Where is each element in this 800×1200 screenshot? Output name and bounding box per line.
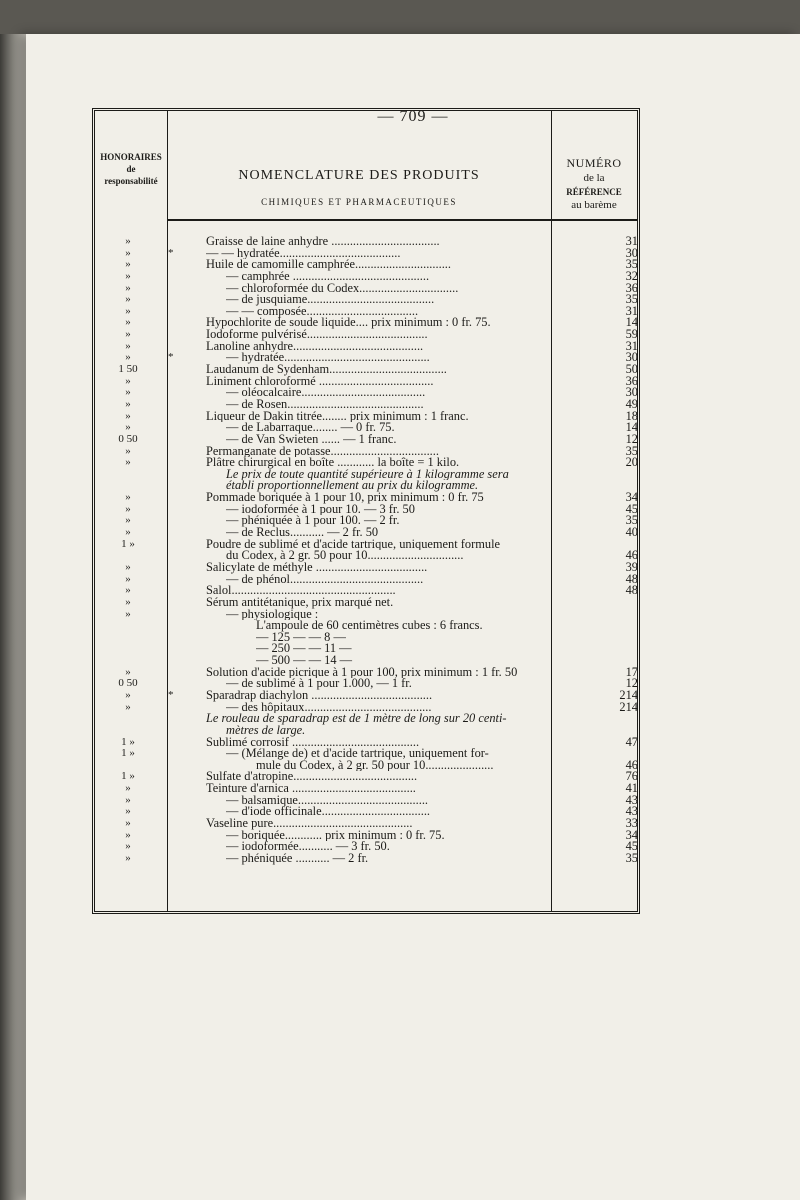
table-row — [92, 294, 640, 306]
table-row — [92, 571, 640, 586]
product-name-cell: Sublimé corrosif ......................................... — [206, 736, 420, 749]
table-row — [92, 783, 640, 795]
table-row — [92, 443, 640, 458]
honoraires-cell: » — [125, 782, 131, 795]
product-name-cell: — — composée.................................... — [226, 305, 419, 318]
product-name-cell: — boriquée............ prix minimum : 0 fr. 75. — [226, 829, 445, 842]
table-row — [92, 687, 640, 702]
table-row — [92, 818, 640, 830]
product-name-cell: — des hôpitaux......................................... — [226, 701, 432, 714]
reference-number-cell: 18 — [625, 408, 638, 423]
honoraires-cell: » — [125, 235, 131, 247]
table-row — [92, 373, 640, 388]
reference-number-cell: 33 — [625, 816, 638, 831]
product-name-cell: — physiologique : — [226, 608, 319, 621]
product-name-cell: — d'iode officinale................................... — [226, 806, 431, 819]
reference-number-cell: 14 — [625, 420, 638, 435]
table-row — [92, 259, 640, 271]
product-name-cell: établi proportionnellement au prix du kilogramme. — [226, 480, 479, 493]
table-row — [92, 734, 640, 749]
table-row — [92, 792, 640, 807]
table-row — [92, 422, 640, 434]
honoraires-cell: » — [125, 828, 131, 841]
reference-number-cell: 45 — [625, 839, 638, 854]
header-numero-line: au barème — [571, 199, 617, 212]
table-row — [92, 480, 640, 492]
table-row — [92, 501, 640, 516]
header-honoraires-line: de — [126, 164, 136, 175]
product-name-cell: — oléocalcaire........................................ — [226, 387, 426, 399]
table-row — [92, 469, 640, 481]
honoraires-cell: » — [125, 491, 131, 504]
honoraires-cell: » — [125, 386, 131, 399]
reference-number-cell: 47 — [625, 734, 638, 749]
product-name-cell: Permanganate de potasse................................... — [206, 445, 439, 458]
product-name-cell: du Codex, à 2 gr. 50 pour 10............................... — [226, 550, 464, 562]
honoraires-cell: 0 50 — [118, 432, 138, 445]
product-name-cell: mètres de large. — [226, 724, 306, 737]
honoraires-cell: » — [125, 595, 131, 608]
reference-number-cell: 41 — [625, 781, 638, 796]
honoraires-cell: 1 » — [121, 735, 135, 748]
table-row — [92, 396, 640, 411]
product-name-cell: Pommade boriquée à 1 pour 10, prix minimum : 0 fr. 75 — [206, 492, 484, 504]
table-row — [92, 620, 640, 632]
header-nomenclature — [167, 167, 551, 208]
product-name-cell: Le rouleau de sparadrap est de 1 mètre de long sur 20 centi- — [206, 713, 507, 725]
product-name-cell: Poudre de sublimé et d'acide tartrique, uniquement formule — [206, 538, 501, 551]
reference-number-cell: 36 — [625, 373, 638, 388]
honoraires-cell: » — [125, 514, 131, 527]
product-name-cell: Hypochlorite de soude liquide.... prix minimum : 0 fr. 75. — [206, 317, 491, 330]
reference-number-cell: 36 — [625, 280, 638, 295]
product-name-cell: L'ampoule de 60 centimètres cubes : 6 francs. — [256, 620, 483, 632]
reference-number-cell: 35 — [625, 850, 638, 865]
table-row — [92, 850, 640, 865]
reference-number-cell: 35 — [625, 513, 638, 528]
honoraires-cell: 1 » — [121, 770, 135, 783]
honoraires-cell: » — [125, 351, 131, 364]
table-row — [92, 550, 640, 562]
header-title: NOMENCLATURE DES PRODUITS — [238, 168, 480, 183]
product-name-cell: Liniment chloroformé ..................................... — [206, 375, 434, 388]
honoraires-cell: » — [125, 339, 131, 352]
product-name-cell: Lanoline anhydre.......................................... — [206, 340, 424, 353]
table-row — [92, 827, 640, 842]
product-name-cell: — hydratée............................................... — [226, 352, 430, 365]
product-name-cell: — (Mélange de) et d'acide tartrique, uniquement for- — [226, 748, 489, 760]
table-row — [92, 609, 640, 621]
table-row — [92, 643, 640, 655]
product-name-cell: Iodoforme pulvérisé....................................... — [206, 329, 428, 341]
reference-number-cell: 35 — [625, 443, 638, 458]
product-name-cell: — 500 — — 14 — — [256, 655, 353, 667]
product-name-cell: Graisse de laine anhydre ................................... — [206, 236, 440, 248]
table-row — [92, 268, 640, 283]
reference-number-cell: 76 — [625, 769, 638, 784]
table-row — [92, 539, 640, 551]
table-row — [92, 841, 640, 853]
honoraires-cell: » — [125, 560, 131, 573]
reference-number-cell: 214 — [619, 687, 638, 702]
reference-number-cell: 30 — [625, 385, 638, 400]
table-row — [92, 678, 640, 690]
asterisk-mark: * — [168, 246, 174, 259]
product-name-cell: Teinture d'arnica ........................................ — [206, 783, 416, 795]
honoraires-cell: » — [125, 409, 131, 422]
product-list — [92, 236, 640, 865]
table-row — [92, 806, 640, 818]
product-name-cell: — chloroformée du Codex................................ — [226, 282, 459, 295]
table-row — [92, 236, 640, 248]
asterisk-mark: * — [168, 351, 174, 364]
product-name-cell: Salol..................................................... — [206, 585, 396, 597]
honoraires-cell: 1 » — [121, 747, 135, 760]
product-name-cell: — de sublimé à 1 pour 1.000, — 1 fr. — [226, 678, 412, 690]
reference-number-cell: 39 — [625, 559, 638, 574]
product-name-cell: Sparadrap diachylon ....................................... — [206, 689, 433, 702]
honoraires-cell: » — [125, 700, 131, 713]
table-row — [92, 585, 640, 597]
honoraires-cell: » — [125, 269, 131, 282]
reference-number-cell: 14 — [625, 315, 638, 330]
product-name-cell: — de Reclus........... — 2 fr. 50 — [226, 527, 379, 539]
honoraires-cell: 1 » — [121, 537, 135, 550]
table-row — [92, 664, 640, 679]
header-honoraires-line: HONORAIRES — [100, 152, 162, 162]
honoraires-cell: » — [125, 840, 131, 853]
table-row — [92, 748, 640, 760]
reference-number-cell: 12 — [625, 676, 638, 691]
table-row — [92, 492, 640, 504]
table-row — [92, 699, 640, 714]
table-row — [92, 280, 640, 295]
product-name-cell: — iodoformée à 1 pour 10. — 3 fr. 50 — [226, 503, 415, 516]
reference-number-cell: 214 — [619, 699, 638, 714]
reference-number-cell: 34 — [625, 490, 638, 505]
table-row — [92, 364, 640, 376]
product-name-cell: Sulfate d'atropine........................................ — [206, 771, 418, 784]
product-name-cell: — de phénol........................................... — [226, 573, 424, 586]
product-name-cell: Vaseline pure............................................. — [206, 818, 413, 830]
honoraires-cell: » — [125, 805, 131, 818]
product-name-cell: mule du Codex, à 2 gr. 50 pour 10...................... — [256, 759, 494, 772]
product-name-cell: — de Van Swieten ...... — 1 franc. — [226, 433, 397, 446]
table-row — [92, 655, 640, 667]
table-row — [92, 597, 640, 609]
product-name-cell: Laudanum de Sydenham...................................... — [206, 364, 447, 376]
reference-number-cell: 17 — [625, 664, 638, 679]
reference-number-cell: 48 — [625, 583, 638, 598]
table-row — [92, 317, 640, 329]
honoraires-cell: » — [125, 421, 131, 434]
product-name-cell: — camphrée ............................................ — [226, 270, 430, 283]
honoraires-cell: » — [125, 688, 131, 701]
page-number: — 709 — — [377, 108, 449, 125]
reference-number-cell: 49 — [625, 396, 638, 411]
honoraires-cell: » — [125, 246, 131, 259]
reference-number-cell: 46 — [625, 757, 638, 772]
header-numero-line: de la — [583, 172, 605, 185]
honoraires-cell: » — [125, 456, 131, 469]
reference-number-cell: 34 — [625, 827, 638, 842]
honoraires-cell: » — [125, 397, 131, 410]
product-name-cell: — 250 — — 11 — — [256, 643, 352, 656]
table-row — [92, 457, 640, 469]
table-row — [92, 387, 640, 399]
header-rule — [167, 219, 637, 221]
product-name-cell: — balsamique.......................................... — [226, 794, 429, 807]
table-row — [92, 338, 640, 353]
table-row — [92, 713, 640, 725]
table-row — [92, 408, 640, 423]
honoraires-cell: » — [125, 526, 131, 539]
reference-number-cell: 30 — [625, 245, 638, 260]
header-numero-line: RÉFÉRENCE — [566, 187, 622, 198]
reference-number-cell: 46 — [625, 548, 638, 563]
table-row — [92, 329, 640, 341]
reference-number-cell: 32 — [625, 268, 638, 283]
product-name-cell: Salicylate de méthyle .................................... — [206, 561, 428, 574]
honoraires-cell: » — [125, 444, 131, 457]
table-row — [92, 515, 640, 527]
reference-number-cell: 40 — [625, 525, 638, 540]
product-name-cell: Sérum antitétanique, prix marqué net. — [206, 596, 394, 609]
reference-number-cell: 35 — [625, 257, 638, 272]
table-row — [92, 559, 640, 574]
book-spine — [0, 34, 26, 1200]
product-name-cell: — phéniquée ........... — 2 fr. — [226, 852, 369, 865]
product-name-cell: Solution d'acide picrique à 1 pour 100, prix minimum : 1 fr. 50 — [206, 666, 518, 679]
product-name-cell: — iodoformée........... — 3 fr. 50. — [226, 841, 390, 853]
reference-number-cell: 20 — [625, 455, 638, 470]
honoraires-cell: » — [125, 572, 131, 585]
table-row — [92, 632, 640, 644]
table-row — [92, 527, 640, 539]
reference-number-cell: 30 — [625, 350, 638, 365]
honoraires-cell: 0 50 — [118, 677, 138, 690]
honoraires-cell: » — [125, 281, 131, 294]
honoraires-cell: » — [125, 502, 131, 515]
honoraires-cell: » — [125, 293, 131, 306]
table-row — [92, 245, 640, 260]
honoraires-cell: » — [125, 584, 131, 597]
reference-number-cell: 12 — [625, 431, 638, 446]
table-row — [92, 725, 640, 737]
honoraires-cell: » — [125, 304, 131, 317]
honoraires-cell: » — [125, 851, 131, 864]
reference-number-cell: 43 — [625, 792, 638, 807]
product-name-cell: Liqueur de Dakin titrée........ prix minimum : 1 franc. — [206, 410, 469, 423]
honoraires-cell: » — [125, 258, 131, 271]
header-honoraires — [95, 151, 167, 187]
header-numero — [551, 155, 637, 213]
product-name-cell: — de Labarraque........ — 0 fr. 75. — [226, 422, 395, 434]
product-name-cell: — de Rosen............................................ — [226, 398, 424, 411]
product-name-cell: — phéniquée à 1 pour 100. — 2 fr. — [226, 515, 400, 528]
header-honoraires-line: responsabilité — [104, 176, 158, 187]
reference-number-cell: 59 — [625, 327, 638, 342]
honoraires-cell: 1 50 — [118, 363, 138, 376]
reference-number-cell: 31 — [625, 338, 638, 353]
reference-number-cell: 50 — [625, 362, 638, 377]
product-name-cell: Plâtre chirurgical en boîte ............ la boîte = 1 kilo. — [206, 457, 460, 469]
table-row — [92, 771, 640, 783]
header-numero-line: NUMÉRO — [566, 156, 622, 170]
reference-number-cell: 43 — [625, 804, 638, 819]
table-row — [92, 303, 640, 318]
honoraires-cell: » — [125, 793, 131, 806]
table-row — [92, 757, 640, 772]
product-name-cell: Le prix de toute quantité supérieure à 1 kilogramme sera — [226, 468, 509, 481]
header-subtitle: CHIMIQUES ET PHARMACEUTIQUES — [261, 196, 457, 207]
honoraires-cell: » — [125, 316, 131, 329]
reference-number-cell: 31 — [625, 234, 638, 248]
product-name-cell: — — hydratée....................................... — [206, 247, 401, 260]
product-name-cell: — 125 — — 8 — — [256, 631, 346, 644]
reference-number-cell: 48 — [625, 571, 638, 586]
honoraires-cell: » — [125, 374, 131, 387]
honoraires-cell: » — [125, 607, 131, 620]
honoraires-cell: » — [125, 817, 131, 830]
product-name-cell: Huile de camomille camphrée............................... — [206, 259, 451, 271]
product-name-cell: — de jusquiame......................................... — [226, 294, 435, 306]
asterisk-mark: * — [168, 688, 174, 701]
reference-number-cell: 31 — [625, 303, 638, 318]
reference-number-cell: 35 — [625, 292, 638, 307]
honoraires-cell: » — [125, 328, 131, 341]
table-row — [92, 431, 640, 446]
table-row — [92, 352, 640, 364]
honoraires-cell: » — [125, 665, 131, 678]
reference-number-cell: 45 — [625, 501, 638, 516]
